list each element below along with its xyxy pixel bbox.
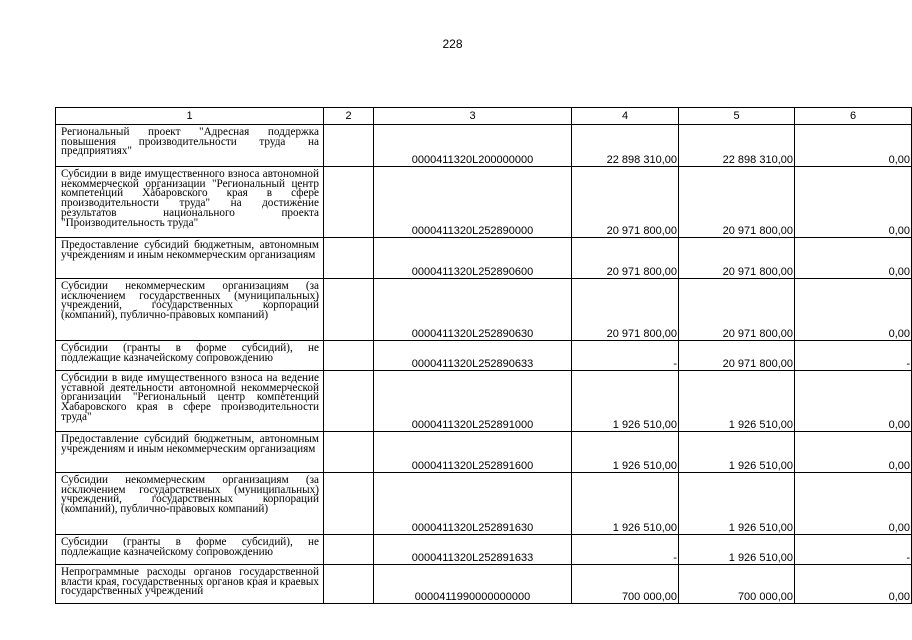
row-col2 [324, 341, 374, 371]
row-value-5: 1 926 510,00 [679, 535, 795, 565]
row-value-6: 0,00 [795, 238, 912, 279]
row-name-text: Непрограммные расходы органов государственной власти края, государственных органов края и краевых государственных учреждений [61, 566, 319, 598]
row-name: Предоставление субсидий бюджетным, автономным учреждениям и иным некоммерческим организациям [56, 432, 324, 473]
row-value-6: 0,00 [795, 279, 912, 341]
table-header-row [56, 108, 912, 125]
row-name: Субсидии (гранты в форме субсидий), не подлежащие казначейскому сопровождению [56, 535, 324, 565]
row-value-4: 1 926 510,00 [572, 432, 679, 473]
row-value-5: 1 926 510,00 [679, 473, 795, 535]
table-row [56, 535, 912, 565]
row-value-6: 0,00 [795, 565, 912, 604]
row-value-6: 0,00 [795, 371, 912, 432]
row-value-5: 20 971 800,00 [679, 167, 795, 238]
row-value-4: 700 000,00 [572, 565, 679, 604]
row-code: 0000411320L252890630 [374, 279, 572, 341]
row-code: 0000411320L252891000 [374, 371, 572, 432]
column-header-3: 3 [374, 108, 572, 125]
table-row [56, 238, 912, 279]
row-code: 0000411320L252890000 [374, 167, 572, 238]
row-value-6: 0,00 [795, 473, 912, 535]
column-header-5: 5 [679, 108, 795, 125]
row-name: Субсидии некоммерческим организациям (за исключением государственных (муниципальных) учреждений, государственных корпораций (компаний), публично-правовых компаний) [56, 473, 324, 535]
row-name: Субсидии некоммерческим организациям (за исключением государственных (муниципальных) учреждений, государственных корпораций (компаний), публично-правовых компаний) [56, 279, 324, 341]
row-code: 0000411320L252890600 [374, 238, 572, 279]
row-value-4: - [572, 341, 679, 371]
page-number: 228 [442, 37, 463, 51]
row-value-6: 0,00 [795, 167, 912, 238]
row-col2 [324, 473, 374, 535]
budget-table [55, 107, 912, 604]
row-code: 0000411320L252891633 [374, 535, 572, 565]
row-col2 [324, 432, 374, 473]
row-value-6: 0,00 [795, 432, 912, 473]
row-value-4: 1 926 510,00 [572, 371, 679, 432]
row-value-5: 700 000,00 [679, 565, 795, 604]
row-col2 [324, 238, 374, 279]
row-name: Субсидии в виде имущественного взноса на ведение уставной деятельности автономной некоммерческой организации "Региональный центр компетенций Хабаровского края в сфере производительности труда" [56, 371, 324, 432]
row-col2 [324, 535, 374, 565]
row-col2 [324, 279, 374, 341]
row-value-5: 1 926 510,00 [679, 371, 795, 432]
row-code: 0000411990000000000 [374, 565, 572, 604]
row-name: Субсидии (гранты в форме субсидий), не подлежащие казначейскому сопровождению [56, 341, 324, 371]
row-value-6: 0,00 [795, 125, 912, 167]
row-code: 0000411320L200000000 [374, 125, 572, 167]
table-row [56, 565, 912, 604]
row-name: Субсидии в виде имущественного взноса автономной некоммерческой организации "Региональный центр компетенций Хабаровского края в сфере производительности труда" на достижение результатов национального проекта "Производительность труда" [56, 167, 324, 238]
table-row [56, 167, 912, 238]
row-code: 0000411320L252891630 [374, 473, 572, 535]
column-header-2: 2 [324, 108, 374, 125]
row-col2 [324, 371, 374, 432]
column-header-4: 4 [572, 108, 679, 125]
row-value-4: 1 926 510,00 [572, 473, 679, 535]
table-row [56, 371, 912, 432]
table-row [56, 341, 912, 371]
row-col2 [324, 167, 374, 238]
row-code: 0000411320L252890633 [374, 341, 572, 371]
row-name: Предоставление субсидий бюджетным, автономным учреждениям и иным некоммерческим организациям [56, 238, 324, 279]
table-row [56, 279, 912, 341]
row-value-5: 1 926 510,00 [679, 432, 795, 473]
row-value-4: - [572, 535, 679, 565]
column-header-1: 1 [56, 108, 324, 125]
row-code: 0000411320L252891600 [374, 432, 572, 473]
row-value-5: 20 971 800,00 [679, 279, 795, 341]
row-name [56, 565, 324, 604]
row-value-4: 22 898 310,00 [572, 125, 679, 167]
table-row [56, 473, 912, 535]
row-value-5: 20 971 800,00 [679, 238, 795, 279]
row-value-4: 20 971 800,00 [572, 279, 679, 341]
row-value-5: 22 898 310,00 [679, 125, 795, 167]
row-name: Региональный проект "Адресная поддержка повышения производительности труда на предприятиях" [56, 125, 324, 167]
row-value-5: 20 971 800,00 [679, 341, 795, 371]
row-value-4: 20 971 800,00 [572, 167, 679, 238]
table-row [56, 125, 912, 167]
table-row [56, 432, 912, 473]
row-col2 [324, 125, 374, 167]
row-col2 [324, 565, 374, 604]
row-value-6: - [795, 341, 912, 371]
column-header-6: 6 [795, 108, 912, 125]
row-value-6: - [795, 535, 912, 565]
row-value-4: 20 971 800,00 [572, 238, 679, 279]
